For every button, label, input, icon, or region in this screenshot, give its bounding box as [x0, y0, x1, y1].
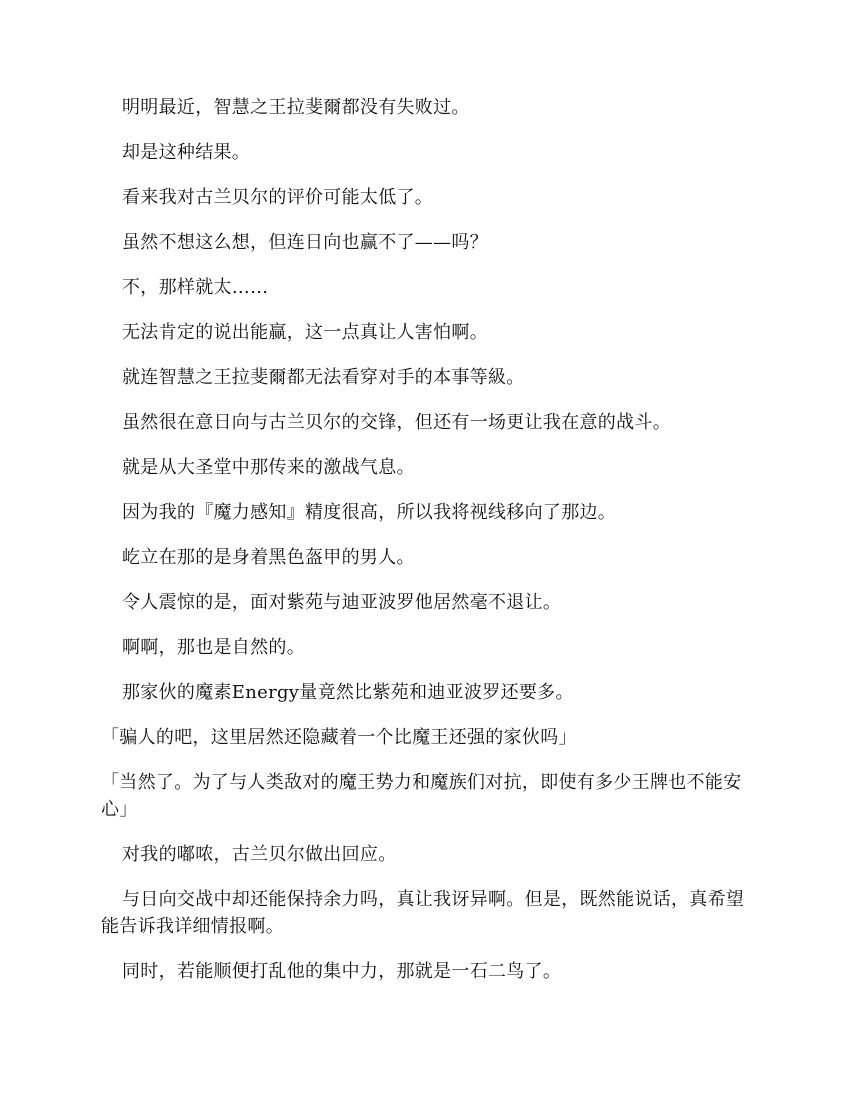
paragraph: 与日向交战中却还能保持余力吗，真让我讶异啊。但是，既然能说话，真希望能告诉我详细情报啊。 [101, 889, 745, 937]
dialogue-paragraph: 「当然了。为了与人类敌对的魔王势力和魔族们对抗，即使有多少王牌也不能安心」 [101, 772, 742, 820]
paragraph: 就连智慧之王拉斐爾都无法看穿对手的本事等級。 [122, 367, 525, 388]
paragraph: 无法肯定的说出能赢，这一点真让人害怕啊。 [122, 322, 488, 343]
text-body [101, 94, 751, 1003]
paragraph: 对我的嘟哝，古兰贝尔做出回应。 [122, 844, 397, 865]
paragraph: 令人震惊的是，面对紫苑与迪亚波罗他居然毫不退让。 [122, 592, 562, 613]
paragraph: 就是从大圣堂中那传来的激战气息。 [122, 457, 415, 478]
paragraph: 屹立在那的是身着黑色盔甲的男人。 [122, 547, 415, 568]
paragraph: 明明最近，智慧之王拉斐爾都没有失败过。 [122, 97, 470, 118]
paragraph: 却是这种结果。 [122, 142, 251, 163]
paragraph: 虽然很在意日向与古兰贝尔的交锋，但还有一场更让我在意的战斗。 [122, 412, 671, 433]
paragraph: 因为我的『魔力感知』精度很高，所以我将视线移向了那边。 [122, 502, 617, 523]
paragraph: 不，那样就太…… [122, 277, 269, 298]
paragraph: 看来我对古兰贝尔的评价可能太低了。 [122, 187, 434, 208]
paragraph: 同时，若能顺便打乱他的集中力，那就是一石二鸟了。 [122, 961, 562, 982]
dialogue-paragraph: 「骗人的吧，这里居然还隐藏着一个比魔王还强的家伙吗」 [101, 727, 577, 748]
paragraph: 虽然不想这么想，但连日向也赢不了——吗？ [122, 232, 488, 253]
paragraph: 那家伙的魔素Energy量竟然比紫苑和迪亚波罗还要多。 [122, 682, 574, 703]
paragraph: 啊啊，那也是自然的。 [122, 637, 305, 658]
